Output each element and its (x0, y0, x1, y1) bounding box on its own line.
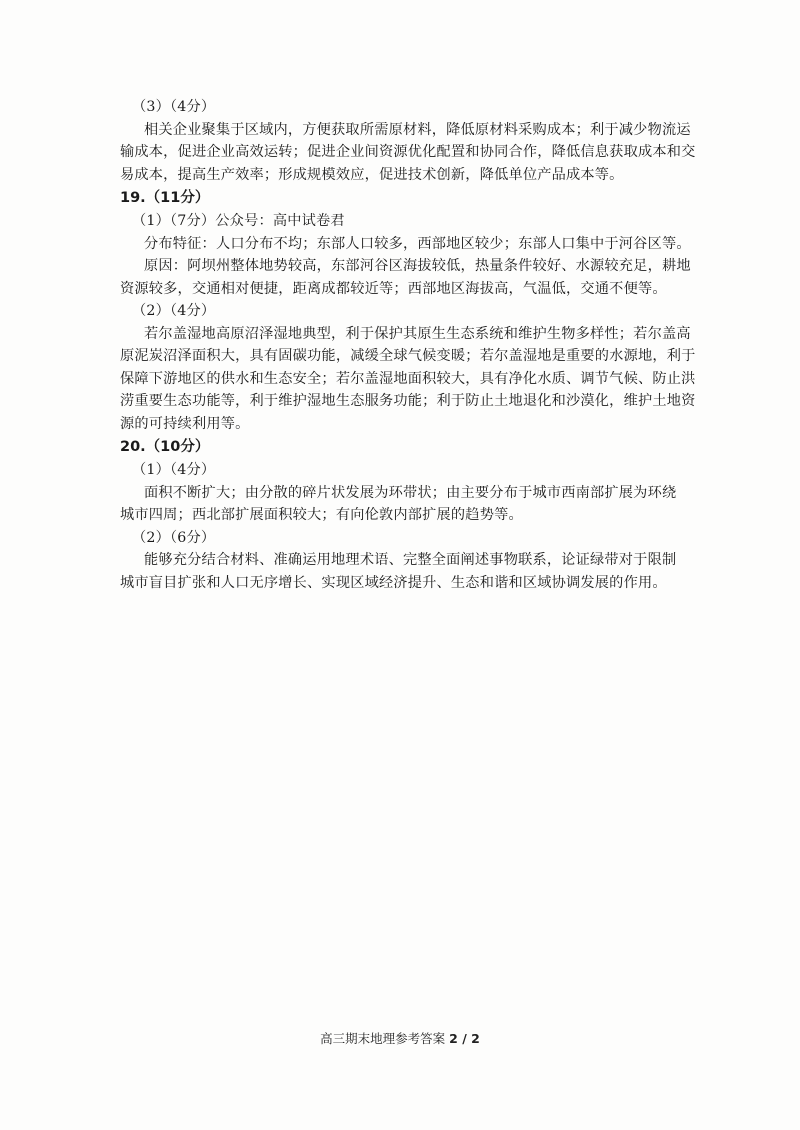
q20-part1-line: 城市四周；西北部扩展面积较大；有向伦敦内部扩展的趋势等。 (120, 507, 523, 523)
page-number: 2 / 2 (449, 1031, 480, 1046)
q20-part2-line: 城市盲目扩张和人口无序增长、实现区域经济提升、生态和谐和区域协调发展的作用。 (120, 574, 667, 591)
q19-part2-line: 原泥炭沼泽面积大，具有固碳功能，减缓全球气候变暖；若尔盖湿地是重要的水源地，利于 (120, 348, 696, 364)
answer-content (120, 96, 696, 594)
footer-title: 高三期末地理参考答案 (320, 1031, 446, 1046)
q19-part2-label: （2）（4分） (132, 303, 216, 319)
q19-part2-line: 源的可持续利用等。 (120, 415, 250, 432)
q19-part2-line: 涝重要生态功能等，利于维护湿地生态服务功能；利于防止土地退化和沙漠化，维护土地资 (120, 393, 696, 409)
q19-heading: 19.（11分） (120, 190, 210, 206)
q19-part1-label: （1）（7分）公众号：高中试卷君 (132, 213, 345, 229)
q20-heading: 20.（10分） (120, 439, 210, 455)
q19-part1-line: 原因：阿坝州整体地势较高，东部河谷区海拔较低，热量条件较好、水源较充足，耕地 (144, 258, 691, 274)
q18-part3-line: 输成本，促进企业高效运转；促进企业间资源优化配置和协同合作，降低信息获取成本和交 (120, 144, 696, 160)
q20-part2-line: 能够充分结合材料、准确运用地理术语、完整全面阐述事物联系，论证绿带对于限制 (144, 552, 677, 568)
page-footer (0, 1031, 800, 1047)
q18-part3-label: （3）（4分） (132, 99, 216, 115)
q19-part1-line: 分布特征：人口分布不均；东部人口较多，西部地区较少；东部人口集中于河谷区等。 (144, 235, 691, 252)
q18-part3-line: 相关企业聚集于区域内，方便获取所需原材料，降低原材料采购成本；利于减少物流运 (144, 121, 691, 138)
q19-part1-line: 资源较多，交通相对便捷，距离成都较近等；西部地区海拔高，气温低，交通不便等。 (120, 280, 667, 297)
q19-part2-line: 若尔盖湿地高原沼泽湿地典型，利于保护其原生生态系统和维护生物多样性；若尔盖高 (144, 325, 691, 342)
q20-part1-label: （1）（4分） (132, 462, 216, 478)
q20-part2-label: （2）（6分） (132, 529, 216, 546)
q19-part2-line: 保障下游地区的供水和生态安全；若尔盖湿地面积较大，具有净化水质、调节气候、防止洪 (120, 370, 696, 387)
q18-part3-line: 易成本，提高生产效率；形成规模效应，促进技术创新，降低单位产品成本等。 (120, 166, 624, 183)
q20-part1-line: 面积不断扩大；由分散的碎片状发展为环带状；由主要分布于城市西南部扩展为环绕 (144, 484, 677, 501)
